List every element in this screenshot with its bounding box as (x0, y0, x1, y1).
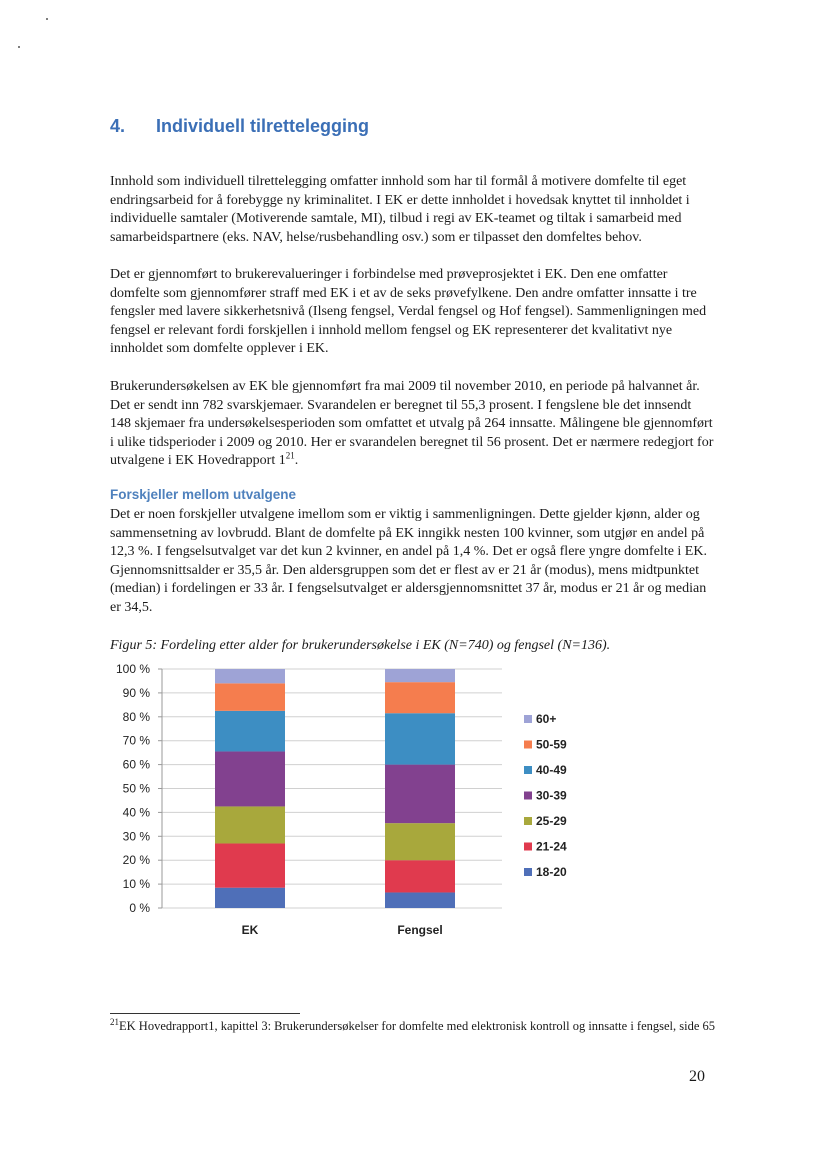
bar-segment-fengsel-30-39 (385, 765, 455, 824)
legend-label: 60+ (536, 712, 557, 726)
figure-caption: Figur 5: Fordeling etter alder for brukerundersøkelse i EK (N=740) og fengsel (N=136). (110, 638, 611, 653)
y-tick-label: 40 % (122, 805, 150, 820)
legend-swatch (524, 817, 532, 825)
bar-segment-fengsel-18-20 (385, 892, 455, 908)
y-tick-label: 90 % (122, 685, 150, 700)
legend-swatch (524, 843, 532, 851)
subheading: Forskjeller mellom utvalgene (110, 487, 297, 502)
section-heading (110, 116, 369, 137)
bar-segment-ek-50-59 (215, 683, 285, 710)
y-tick-label: 50 % (122, 781, 150, 796)
y-tick-label: 10 % (122, 877, 150, 892)
legend-label: 21-24 (536, 839, 567, 854)
scan-speck (46, 18, 48, 20)
y-tick-label: 80 % (122, 709, 150, 724)
legend-label: 25-29 (536, 814, 567, 828)
legend-label: 40-49 (536, 763, 567, 777)
bar-segment-ek-21-24 (215, 843, 285, 887)
bar-segment-ek-30-39 (215, 751, 285, 806)
paragraph-4: Det er noen forskjeller utvalgene imellom som er viktig i sammenligningen. Dette gjelder kjønn, alder og sammensetning av lovbrudd. Blant de domfelte på EK inngikk nesten 100 kvinner, som utgjør en andel på 12,3 %. I fengselsutvalget var det kun 2 kvinner, en andel på 1,4 %. Det er også flere yngre domfelte i EK. Gjennomsnittsalder er 35,5 år. Den aldersgruppen som det er flest av er 21 år (modus), mens midtpunktet (median) i fordelingen er 33 år. I fengselsutvalget er aldersgjennomsnittet 37 år, modus er 21 år og median er 34,5. (110, 507, 707, 615)
paragraph-3-end: . (294, 453, 299, 469)
footnote-reference[interactable]: 21 (285, 450, 295, 461)
y-tick-label: 20 % (122, 853, 150, 868)
bar-segment-ek-18-20 (215, 888, 285, 908)
paragraph-3-text: Brukerundersøkelsen av EK ble gjennomført fra mai 2009 til november 2010, en periode på halvannet år. Det er sendt inn 782 svarskjemaer. Svarandelen er beregnet til 55,3 prosent. I fengslene ble det innsendt 148 skjemaer fra undersøkelsesperioden som omfattet et utvalg på 264 innsatte. Målingene ble gjennomført i ulike tidsperioder i 2009 og 2010. Her er svarandelen beregnet til 56 prosent. Det er nærmere redegjort for utvalgene i EK Hovedrapport 1 (110, 379, 714, 469)
footnote-rule (110, 1013, 300, 1014)
paragraph-2: Det er gjennomført to brukerevalueringer i forbindelse med prøveprosjektet i EK. Den ene omfatter domfelte som gjennomfører straff med EK i et av de seks prøvefylkene. Den andre omfatter innsatte i tre fengsler med lavere sikkerhetsnivå (Ilseng fengsel, Verdal fengsel og Hof fengsel). Sammenligningen med fengsel er relevant fordi forskjellen i innhold mellom fengsel og EK representerer det kvalitativt nye innholdet som domfelte opplever i EK. (110, 267, 707, 357)
legend-swatch (524, 741, 532, 749)
bar-segment-fengsel-21-24 (385, 860, 455, 892)
legend-label: 50-59 (536, 737, 567, 752)
legend-label: 18-20 (536, 865, 567, 879)
legend-swatch (524, 792, 532, 800)
legend-swatch (524, 868, 532, 876)
x-category-label: Fengsel (397, 923, 443, 937)
bar-segment-fengsel-50-59 (385, 682, 455, 713)
paragraph-3 (110, 378, 714, 471)
y-tick-label: 100 % (115, 662, 150, 676)
y-tick-label: 60 % (122, 757, 150, 772)
paragraph-1: Innhold som individuell tilrettelegging omfatter innhold som har til formål å motivere domfelte til eget endringsarbeid for å forebygge ny kriminalitet. I EK er dette innholdet i hovedsak knyttet til innholdet i individuelle samtaler (Motiverende samtale, MI), tilbud i regi av EK-teamet og tiltak i samarbeid med samarbeidspartnere (eks. NAV, helse/rusbehandling osv.) som er tilpasset den domfeltes behov. (110, 174, 690, 245)
footnote (110, 1018, 720, 1035)
x-category-label: EK (241, 923, 259, 937)
y-tick-label: 0 % (129, 901, 150, 915)
y-tick-label: 70 % (122, 733, 150, 748)
page-number: 20 (689, 1068, 705, 1085)
bar-segment-fengsel-60+ (385, 669, 455, 682)
section-title: Individuell tilrettelegging (156, 116, 370, 136)
legend-swatch (524, 715, 532, 723)
bar-segment-fengsel-40-49 (385, 713, 455, 764)
footnote-text: EK Hovedrapport1, kapittel 3: Brukerundersøkelser for domfelte med elektronisk kontroll og innsatte i fengsel, side 65 (119, 1019, 716, 1033)
scan-speck (18, 46, 20, 48)
legend-swatch (524, 766, 532, 774)
stacked-bar-chart (100, 655, 620, 940)
section-number: 4. (110, 116, 126, 136)
bar-segment-ek-25-29 (215, 806, 285, 843)
bar-segment-fengsel-25-29 (385, 823, 455, 860)
bar-segment-ek-60+ (215, 669, 285, 683)
footnote-number: 21 (110, 1016, 119, 1027)
legend-label: 30-39 (536, 788, 567, 803)
y-tick-label: 30 % (122, 829, 150, 844)
bar-segment-ek-40-49 (215, 711, 285, 752)
